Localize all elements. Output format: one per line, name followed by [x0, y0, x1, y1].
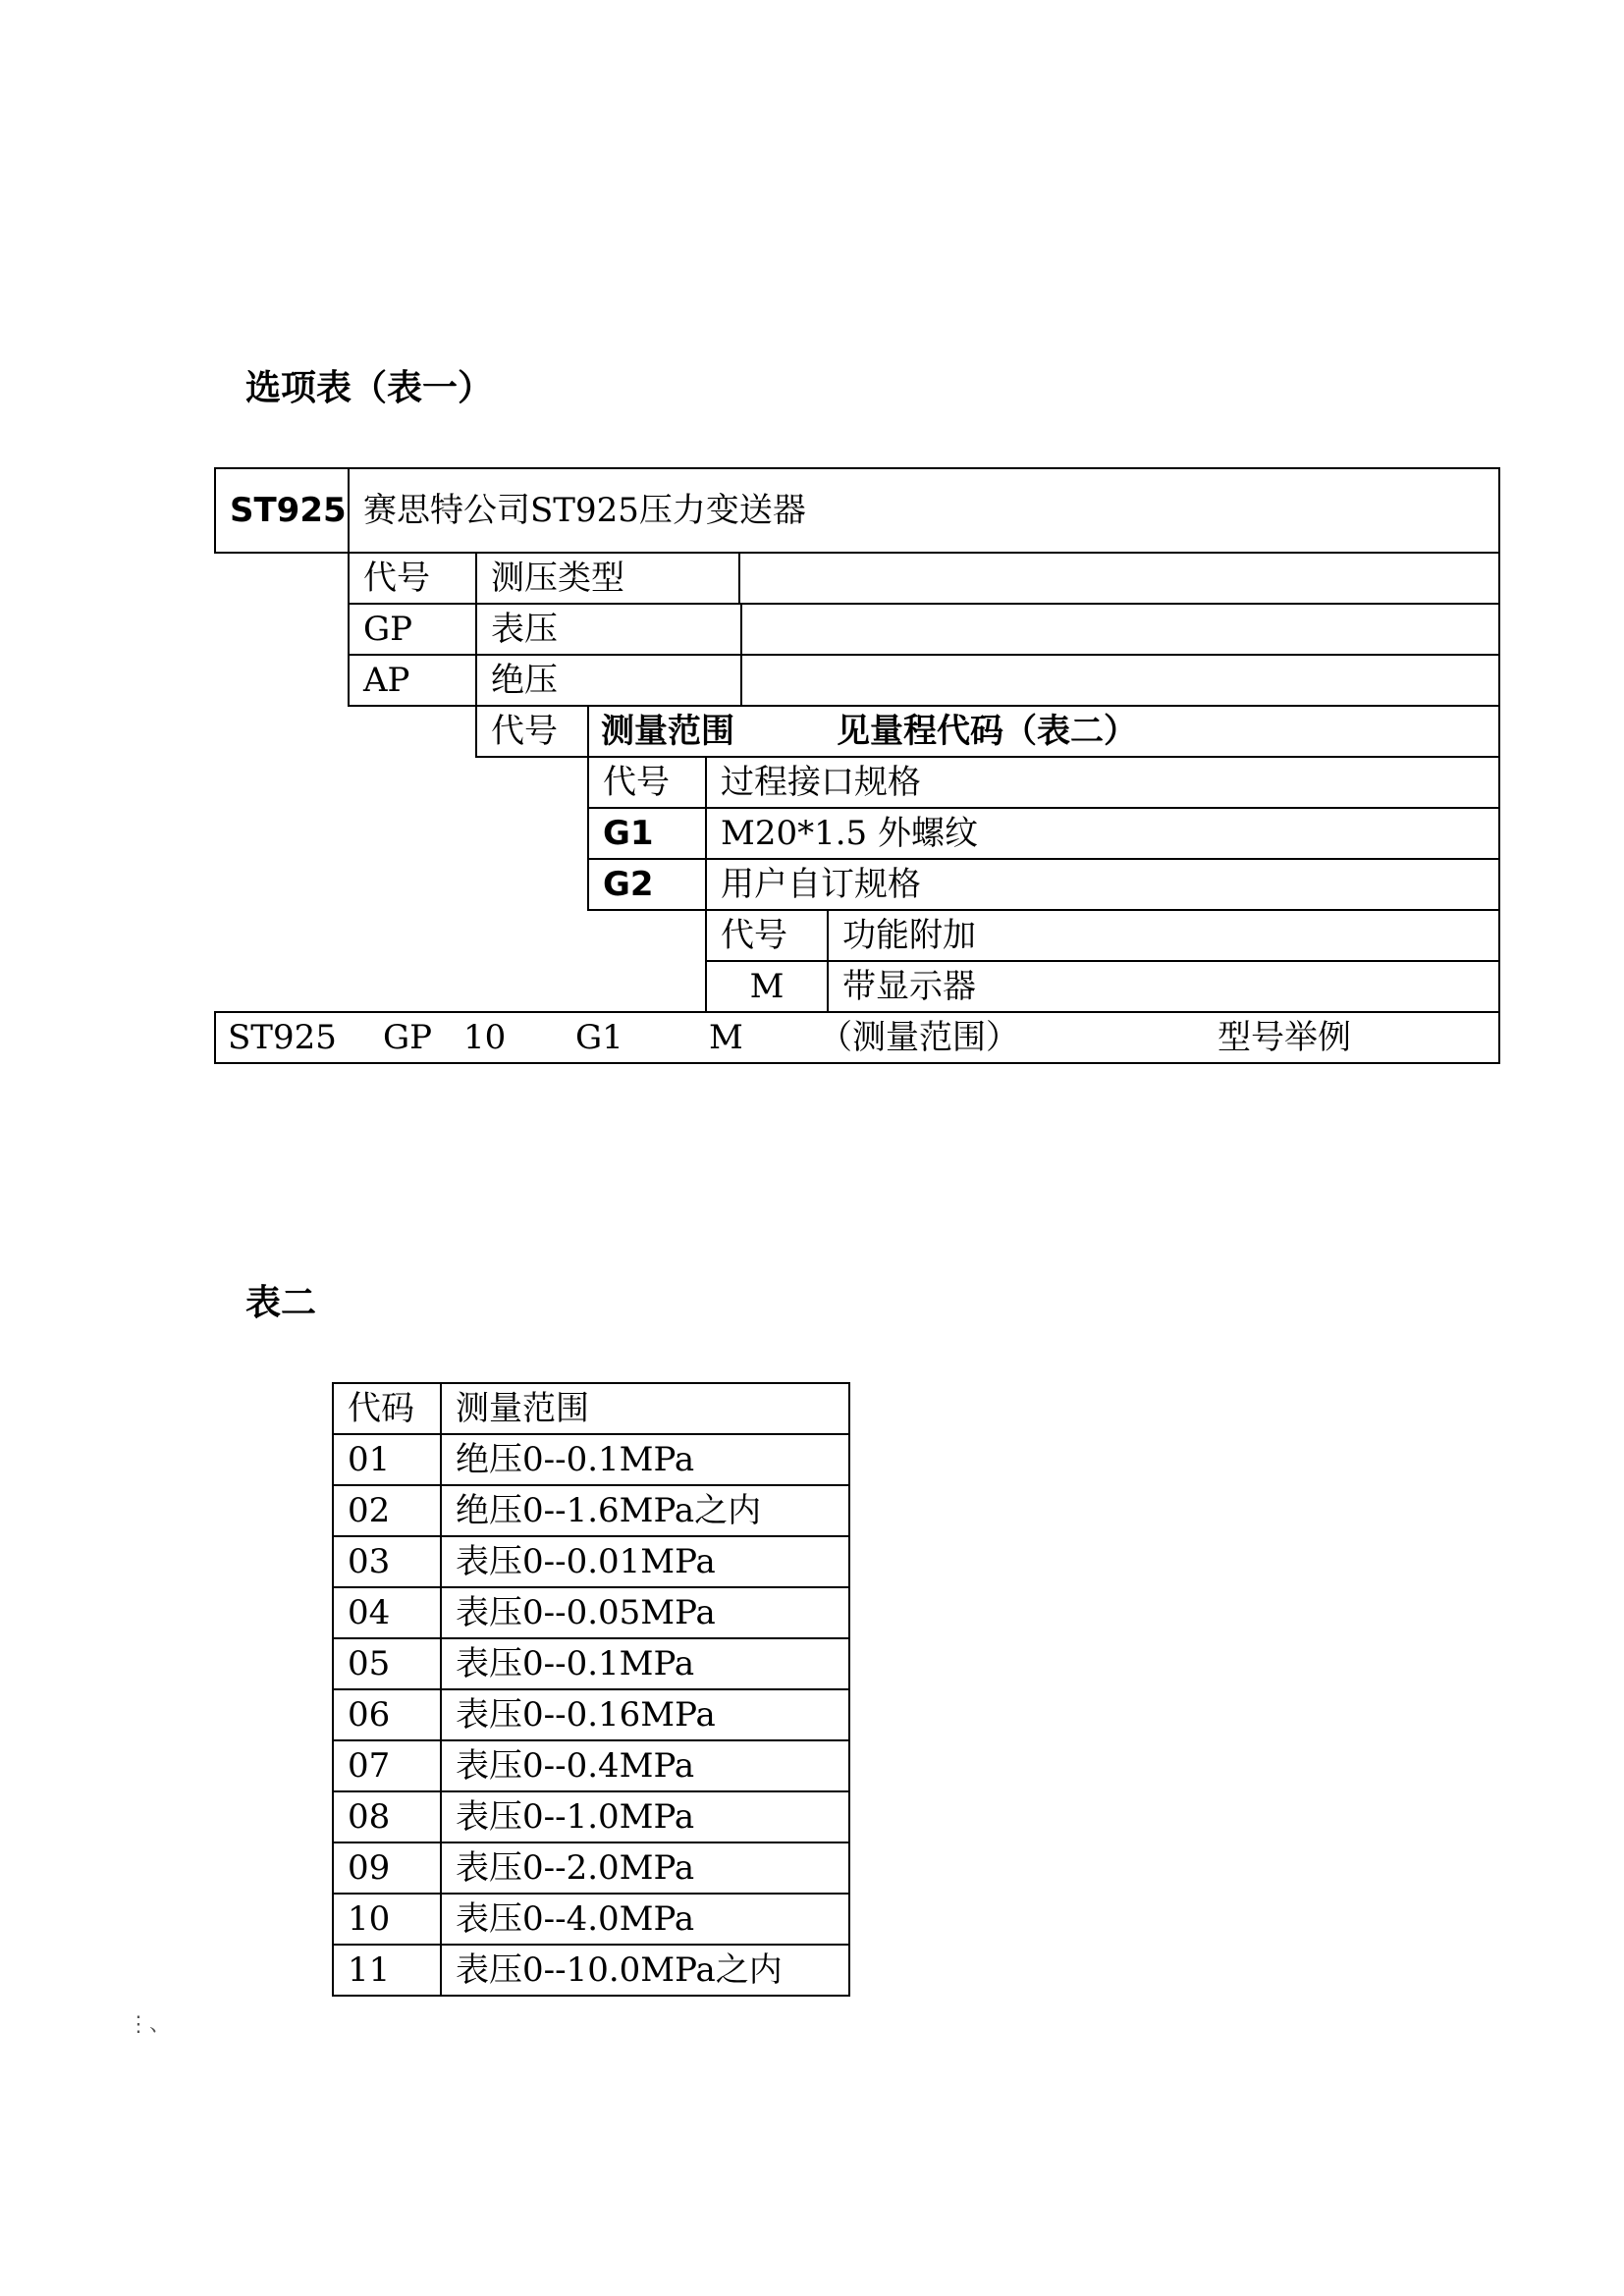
connection-code-header: 代号	[587, 756, 707, 809]
table2-range: 表压0--0.4MPa	[440, 1739, 850, 1792]
connection-code: G2	[587, 858, 707, 911]
pressure-type-code: GP	[348, 603, 477, 656]
range-header	[587, 705, 1500, 758]
model-example-row	[214, 1011, 1500, 1064]
connection-label-header: 过程接口规格	[705, 756, 1500, 809]
table2-code: 09	[332, 1842, 442, 1895]
pressure-type-label: 表压	[475, 603, 742, 656]
table2-code: 05	[332, 1637, 442, 1690]
table2-code: 10	[332, 1893, 442, 1946]
table2-range: 表压0--10.0MPa之内	[440, 1944, 850, 1997]
function-label: 带显示器	[827, 960, 1500, 1013]
pressure-type-blank	[740, 654, 1500, 707]
stray-mark: ⋮、	[128, 2012, 172, 2037]
pressure-type-code: AP	[348, 654, 477, 707]
example-function: M	[709, 1018, 743, 1057]
table1-title: 选项表（表一）	[245, 368, 494, 408]
table2-range: 表压0--4.0MPa	[440, 1893, 850, 1946]
table2-code: 03	[332, 1535, 442, 1588]
product-description: 赛思特公司ST925压力变送器	[348, 467, 1500, 554]
example-pressure-type: GP	[383, 1018, 433, 1057]
example-range-label: （测量范围）	[819, 1018, 1019, 1057]
table2-range: 表压0--0.1MPa	[440, 1637, 850, 1690]
table2-code: 01	[332, 1433, 442, 1486]
example-series: ST925	[228, 1018, 337, 1057]
table2-code: 08	[332, 1790, 442, 1843]
table2-code: 07	[332, 1739, 442, 1792]
connection-label: 用户自订规格	[705, 858, 1500, 911]
function-code-header: 代号	[705, 909, 829, 962]
table2-header-range: 测量范围	[440, 1382, 850, 1435]
pressure-type-code-header: 代号	[348, 552, 477, 605]
table2-code: 11	[332, 1944, 442, 1997]
table2-range: 表压0--1.0MPa	[440, 1790, 850, 1843]
pressure-type-label-header: 测压类型	[475, 552, 740, 605]
pressure-type-label: 绝压	[475, 654, 742, 707]
function-code: M	[705, 960, 829, 1013]
table2-code: 02	[332, 1484, 442, 1537]
example-connection: G1	[575, 1018, 623, 1057]
table2-range: 绝压0--0.1MPa	[440, 1433, 850, 1486]
table2-code: 04	[332, 1586, 442, 1639]
function-label-header: 功能附加	[827, 909, 1500, 962]
pressure-type-blank	[738, 552, 1500, 605]
table2-range: 表压0--0.16MPa	[440, 1688, 850, 1741]
table2-code: 06	[332, 1688, 442, 1741]
connection-label: M20*1.5 外螺纹	[705, 807, 1500, 860]
table2-range: 表压0--0.01MPa	[440, 1535, 850, 1588]
table2-header-code: 代码	[332, 1382, 442, 1435]
table2-range: 表压0--0.05MPa	[440, 1586, 850, 1639]
table2-title: 表二	[245, 1283, 317, 1323]
table2-range: 绝压0--1.6MPa之内	[440, 1484, 850, 1537]
range-code-header: 代号	[475, 705, 589, 758]
range-label: 测量范围	[601, 712, 734, 751]
example-range-code: 10	[463, 1018, 507, 1057]
pressure-type-blank	[740, 603, 1500, 656]
connection-code: G1	[587, 807, 707, 860]
product-code: ST925	[214, 467, 350, 554]
range-note: 见量程代码（表二）	[837, 712, 1137, 751]
example-label: 型号举例	[1218, 1018, 1351, 1057]
table2-range: 表压0--2.0MPa	[440, 1842, 850, 1895]
